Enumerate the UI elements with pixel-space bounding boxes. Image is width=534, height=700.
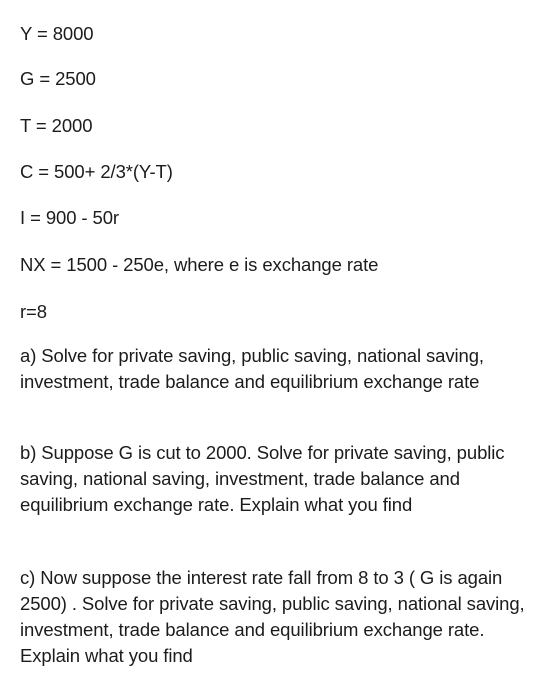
question-b: b) Suppose G is cut to 2000. Solve for private saving, public saving, national saving, investment, trade balance and equilibrium exchange rate. Explain what you find xyxy=(20,442,505,515)
equation-income: Y = 8000 xyxy=(20,23,94,44)
equation-net-exports: NX = 1500 - 250e, where e is exchange rate xyxy=(20,254,379,275)
equation-taxes: T = 2000 xyxy=(20,115,93,136)
question-a: a) Solve for private saving, public saving, national saving, investment, trade balance and equilibrium exchange rate xyxy=(20,345,484,392)
question-c: c) Now suppose the interest rate fall from 8 to 3 ( G is again 2500) . Solve for private saving, public saving, national saving, investment, trade balance and equilibrium exchange rate. Explain what you find xyxy=(20,567,525,666)
equation-consumption: C = 500+ 2/3*(Y-T) xyxy=(20,161,173,182)
equation-government-spending: G = 2500 xyxy=(20,68,96,89)
equation-investment: I = 900 - 50r xyxy=(20,207,119,228)
equation-interest-rate: r=8 xyxy=(20,301,47,322)
